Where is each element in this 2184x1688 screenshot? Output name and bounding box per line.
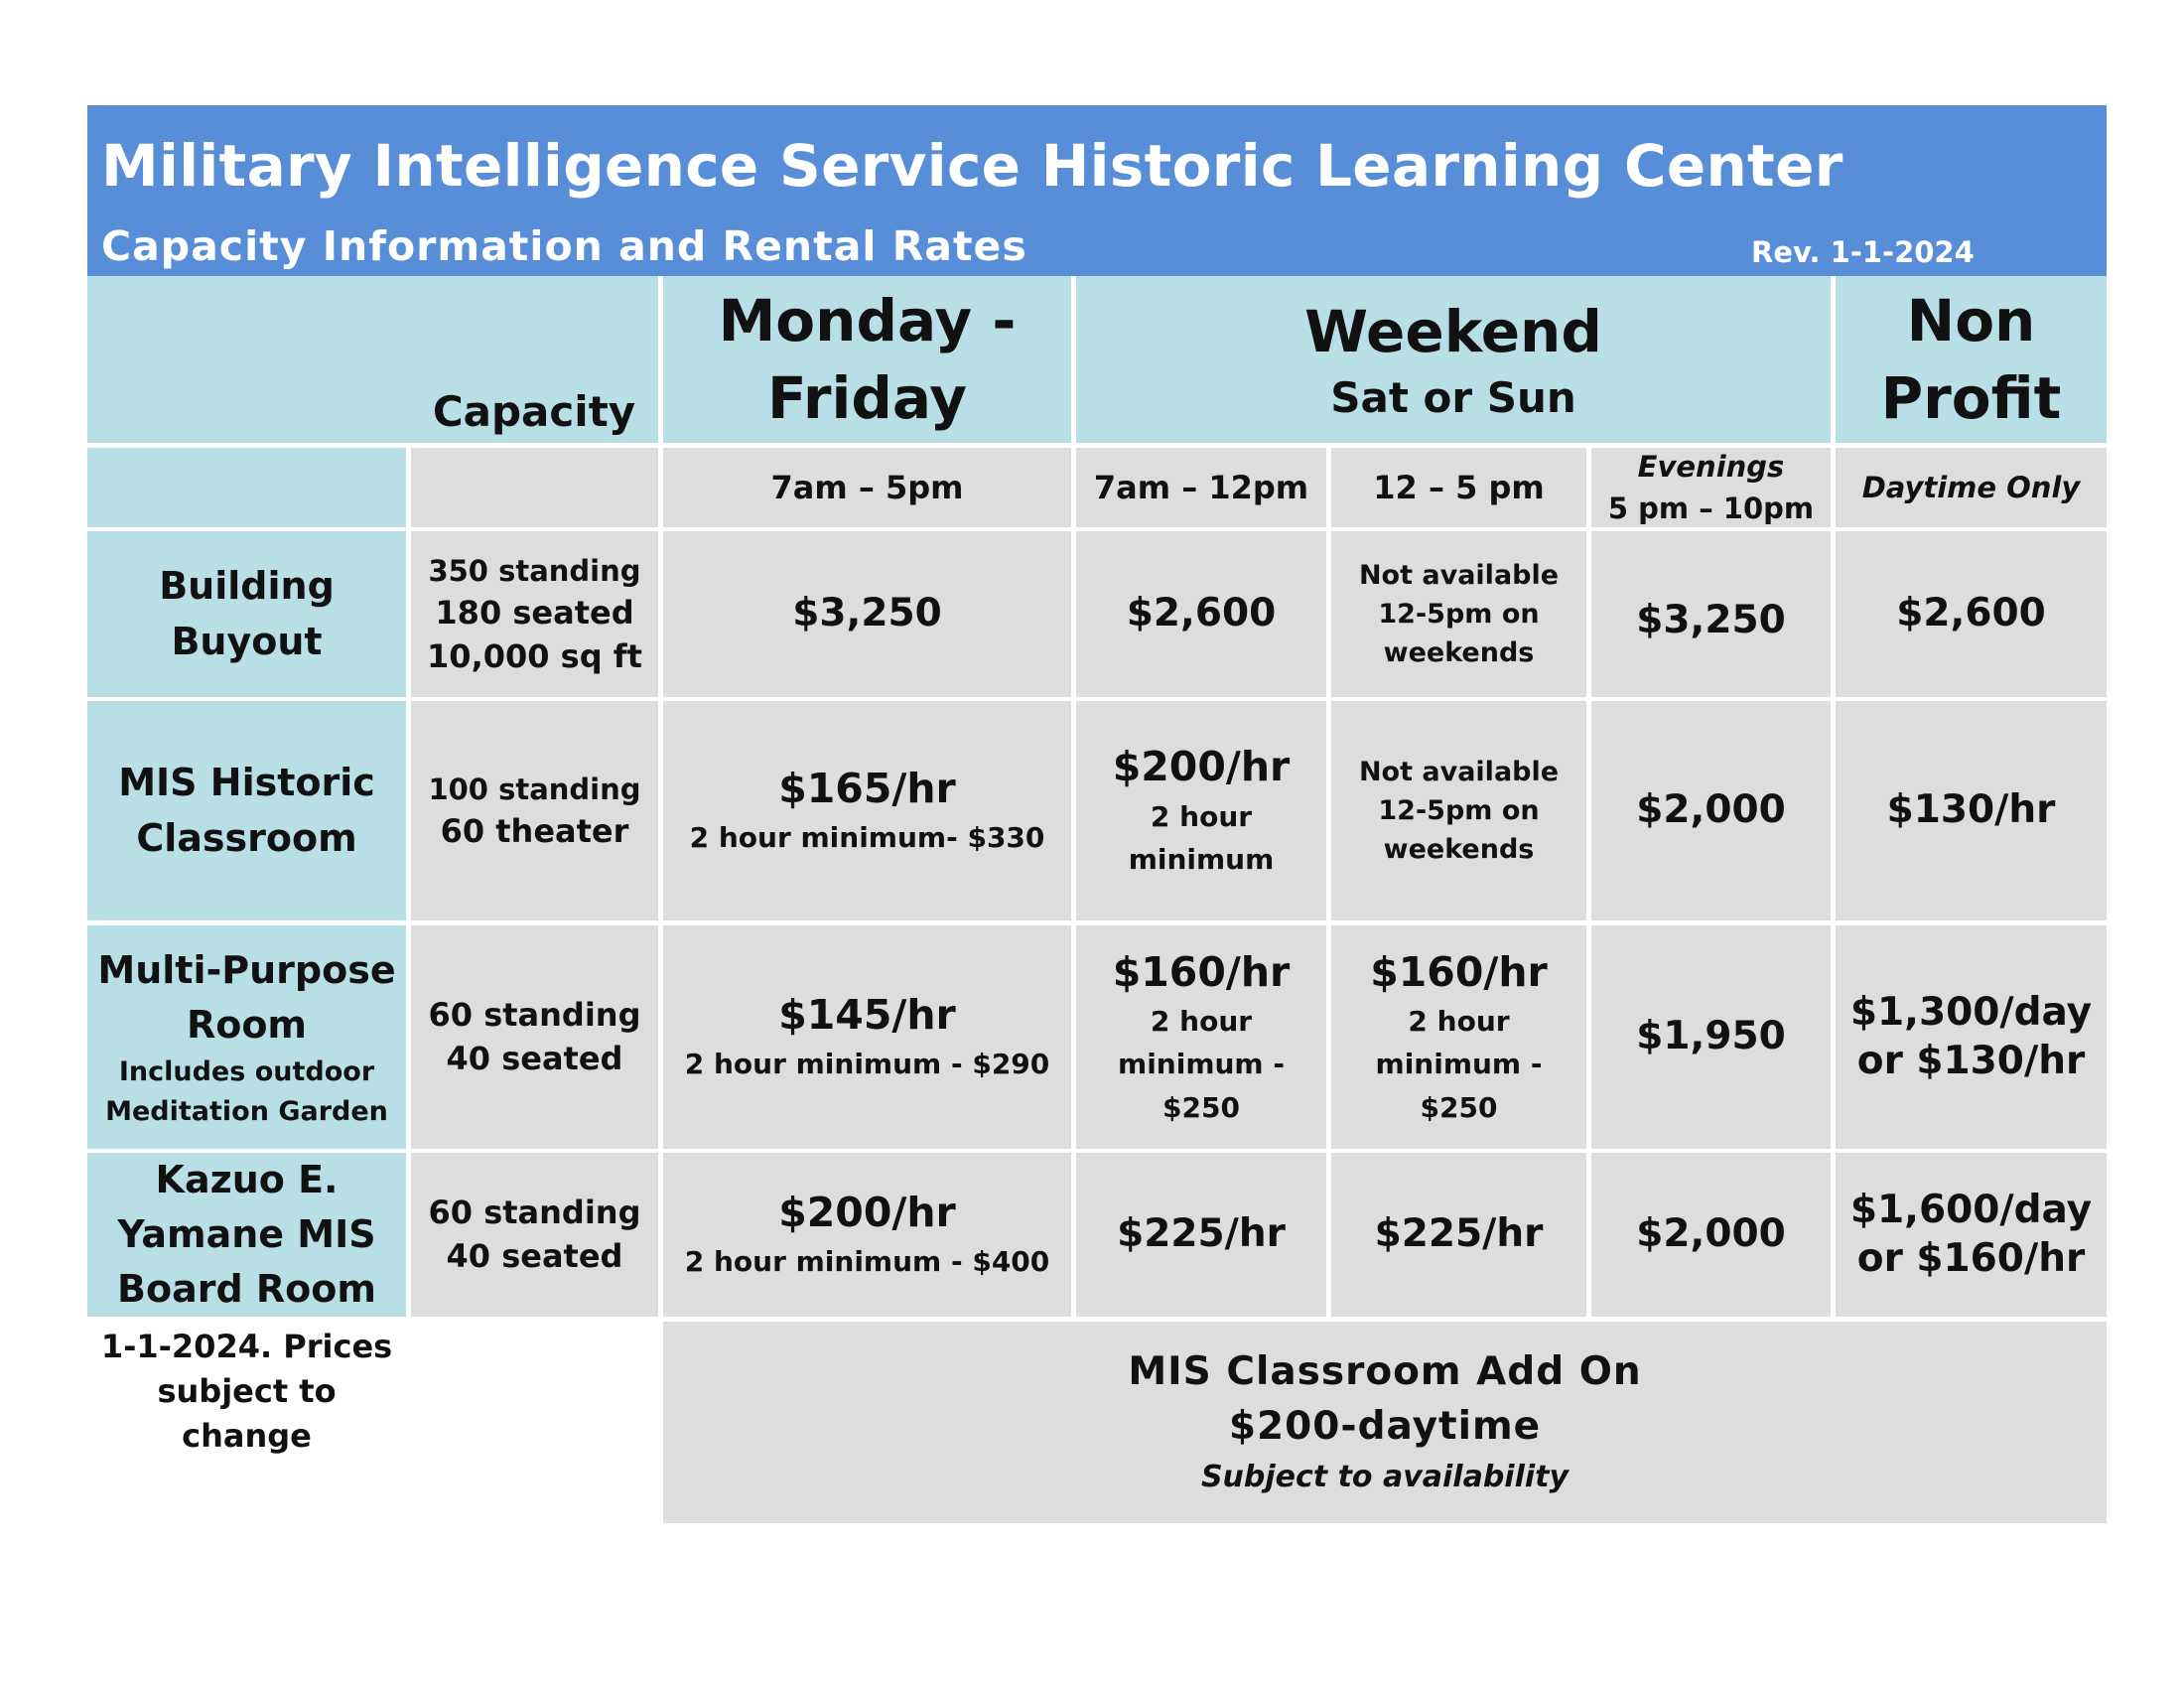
- room-name-line: Classroom: [136, 815, 357, 860]
- price-value: $2,600: [1896, 591, 2046, 636]
- page-subtitle: Capacity Information and Rental Rates: [101, 222, 1027, 270]
- addon-note: Subject to availability: [1200, 1459, 1570, 1494]
- header-room-blank: [87, 276, 410, 443]
- time-evenings-range: 5 pm – 10pm: [1607, 492, 1815, 525]
- footnote-line: subject to: [157, 1371, 337, 1410]
- note-line: 2 hour minimum - $400: [684, 1245, 1050, 1279]
- footnote: [87, 1325, 406, 1454]
- note-line: Not available: [1358, 559, 1560, 591]
- price-value: $145/hr: [778, 991, 956, 1040]
- row-building-buyout-weekday: [663, 531, 1071, 697]
- price-value: $160/hr: [1112, 947, 1291, 996]
- time-afternoon: [1331, 448, 1586, 527]
- times-room-blank: [87, 448, 406, 527]
- header-weekend: [1076, 276, 1831, 443]
- time-afternoon-label: 12 – 5 pm: [1373, 468, 1545, 506]
- price-value: $2,600: [1126, 591, 1277, 636]
- time-nonprofit-label: Daytime Only: [1861, 470, 2081, 504]
- note-line: 2 hour minimum- $330: [689, 821, 1045, 855]
- note-line: minimum -: [1118, 1048, 1285, 1081]
- price-value: $1,600/day: [1849, 1187, 2093, 1232]
- row-multipurpose-name: [87, 925, 406, 1149]
- row-building-buyout-morning: [1076, 531, 1326, 697]
- row-multipurpose-afternoon: [1331, 925, 1586, 1149]
- note-line: Not available: [1358, 756, 1560, 787]
- row-boardroom-name: [87, 1153, 406, 1317]
- row-building-buyout-capacity: [411, 531, 658, 697]
- header-weekend-label: Weekend: [1304, 298, 1602, 366]
- row-multipurpose-nonprofit: [1836, 925, 2107, 1149]
- price-value: $200/hr: [1112, 743, 1291, 791]
- note-line: 2 hour: [1150, 799, 1253, 833]
- row-classroom-afternoon: [1331, 701, 1586, 920]
- row-boardroom-weekday: [663, 1153, 1071, 1317]
- capacity-line: 350 standing: [428, 554, 641, 589]
- row-boardroom-nonprofit: [1836, 1153, 2107, 1317]
- capacity-line: 60 standing: [428, 996, 641, 1035]
- time-evenings: [1591, 448, 1831, 527]
- price-value: $1,300/day: [1849, 989, 2093, 1035]
- row-building-buyout-name: [87, 531, 406, 697]
- price-value: $165/hr: [778, 765, 956, 813]
- footnote-line: change: [182, 1416, 312, 1455]
- row-classroom-capacity: [411, 701, 658, 920]
- note-line: weekends: [1383, 637, 1535, 669]
- note-line: 12-5pm on: [1378, 598, 1540, 630]
- room-name-line: MIS Historic: [118, 761, 375, 805]
- row-multipurpose-morning: [1076, 925, 1326, 1149]
- addon-price: $200-daytime: [1228, 1404, 1542, 1449]
- row-classroom-name: [87, 701, 406, 920]
- note-line: $250: [1162, 1090, 1240, 1124]
- header-weekday: [663, 276, 1071, 443]
- note-line: minimum -: [1375, 1048, 1543, 1081]
- addon-box: [663, 1322, 2107, 1523]
- note-line: 2 hour: [1150, 1005, 1253, 1039]
- header-weekday-line2: Friday: [766, 364, 968, 432]
- row-boardroom-evening: [1591, 1153, 1831, 1317]
- room-name-line: Room: [186, 1003, 308, 1048]
- capacity-line: 100 standing: [428, 772, 641, 806]
- note-line: 2 hour: [1408, 1005, 1510, 1039]
- footnote-line: 1-1-2024. Prices: [100, 1328, 393, 1365]
- capacity-line: 40 seated: [446, 1039, 623, 1077]
- capacity-line: 40 seated: [446, 1236, 623, 1275]
- price-value: $225/hr: [1117, 1211, 1286, 1257]
- header-weekend-sub: Sat or Sun: [1330, 373, 1576, 423]
- room-detail-line: Includes outdoor: [118, 1056, 375, 1088]
- note-line: minimum: [1128, 843, 1275, 877]
- time-morning: [1076, 448, 1326, 527]
- room-name-line: Kazuo E.: [155, 1157, 339, 1201]
- row-building-buyout-evening: [1591, 531, 1831, 697]
- capacity-line: 60 standing: [428, 1194, 641, 1232]
- revision-label: Rev. 1-1-2024: [1751, 235, 1975, 269]
- header-banner: [87, 105, 2107, 276]
- header-nonprofit-line2: Profit: [1880, 364, 2062, 432]
- note-line: $250: [1420, 1090, 1498, 1124]
- header-capacity: [410, 276, 658, 443]
- row-classroom-morning: [1076, 701, 1326, 920]
- price-value: $200/hr: [778, 1189, 956, 1237]
- time-evenings-label: Evenings: [1637, 449, 1785, 484]
- room-detail-line: Meditation Garden: [105, 1095, 388, 1127]
- room-name-line: Building: [159, 564, 335, 609]
- row-building-buyout-nonprofit: [1836, 531, 2107, 697]
- times-capacity-blank: [411, 448, 658, 527]
- note-line: weekends: [1383, 834, 1535, 866]
- page-title: Military Intelligence Service Historic Learning Center: [101, 132, 1843, 200]
- room-name-line: Board Room: [117, 1267, 376, 1312]
- row-multipurpose-capacity: [411, 925, 658, 1149]
- note-line: 2 hour minimum - $290: [684, 1048, 1050, 1081]
- row-classroom-weekday: [663, 701, 1071, 920]
- room-name-line: Multi-Purpose: [97, 948, 396, 993]
- price-value: $130/hr: [1886, 787, 2056, 833]
- price-value: $2,000: [1636, 1211, 1786, 1257]
- row-multipurpose-evening: [1591, 925, 1831, 1149]
- row-classroom-evening: [1591, 701, 1831, 920]
- header-nonprofit-line1: Non: [1906, 286, 2036, 354]
- capacity-line: 10,000 sq ft: [427, 636, 642, 675]
- time-weekday-label: 7am – 5pm: [770, 468, 964, 506]
- addon-title: MIS Classroom Add On: [1128, 1349, 1642, 1395]
- row-classroom-nonprofit: [1836, 701, 2107, 920]
- price-value: $3,250: [792, 591, 942, 636]
- room-name-line: Yamane MIS: [117, 1211, 376, 1256]
- capacity-line: 180 seated: [435, 594, 634, 633]
- capacity-line: 60 theater: [440, 811, 629, 850]
- header-capacity-label: Capacity: [432, 386, 636, 436]
- price-value: $2,000: [1636, 787, 1786, 833]
- header-nonprofit: [1836, 276, 2107, 443]
- time-nonprofit: [1836, 448, 2107, 527]
- header-weekday-line1: Monday -: [718, 286, 1017, 354]
- row-boardroom-morning: [1076, 1153, 1326, 1317]
- time-morning-label: 7am – 12pm: [1093, 468, 1309, 506]
- room-name-line: Buyout: [171, 619, 323, 663]
- row-boardroom-afternoon: [1331, 1153, 1586, 1317]
- price-value: or $130/hr: [1856, 1038, 2086, 1083]
- price-value: $1,950: [1636, 1014, 1786, 1059]
- price-value: or $160/hr: [1856, 1235, 2086, 1281]
- note-line: 12-5pm on: [1378, 794, 1540, 826]
- row-boardroom-capacity: [411, 1153, 658, 1317]
- price-value: $225/hr: [1374, 1211, 1544, 1257]
- price-value: $160/hr: [1370, 947, 1548, 996]
- price-value: $3,250: [1636, 598, 1786, 643]
- row-multipurpose-weekday: [663, 925, 1071, 1149]
- row-building-buyout-afternoon: [1331, 531, 1586, 697]
- time-weekday: [663, 448, 1071, 527]
